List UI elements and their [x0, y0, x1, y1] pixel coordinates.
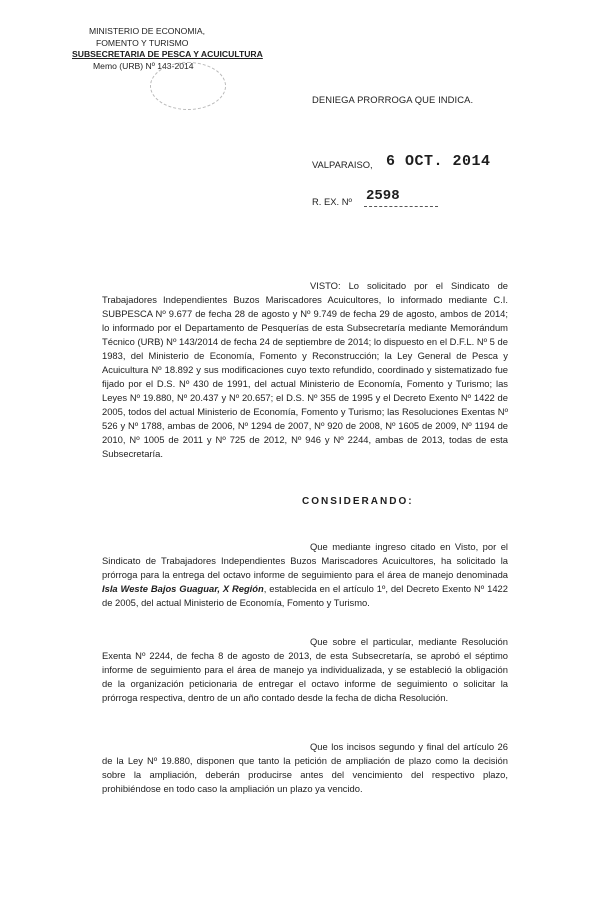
ministry-name-line2: FOMENTO Y TURISMO [96, 37, 189, 48]
considerando-paragraph-2: Que sobre el particular, mediante Resolución Exenta Nº 2244, de fecha 8 de agosto de 2013, de esta Subsecretaría, se aprobó el séptimo informe de seguimiento para el área de manejo ya individualizada, y se estableció la obligación de la organización peticionaria de entregar el octavo informe de seguimiento o solicitar la prórroga respectiva, dentro de un año contado desde la fecha de dicha Resolución. [102, 636, 508, 703]
document-subject: DENIEGA PRORROGA QUE INDICA. [312, 94, 474, 105]
visto-paragraph: VISTO: Lo solicitado por el Sindicato de Trabajadores Independientes Buzos Mariscadores Acuicultores, lo informado mediante C.I. SUBPESCA Nº 9.677 de fecha 28 de agosto y Nº 9.749 de fecha 29 de agosto, ambos de 2014; lo informado por el Departamento de Pesquerías de esta Subsecretaría mediante Memorándum Técnico (URB) Nº 143/2014 de fecha 24 de septiembre de 2014; lo dispuesto en el D.F.L. Nº 5 de 1983, del Ministerio de Economía, Fomento y Reconstrucción; la Ley General de Pesca y Acuicultura Nº 18.892 y sus modificaciones cuyo texto refundido, coordinado y sistematizado fue fijado por el D.S. Nº 430 de 1991, del actual Ministerio de Economía, Fomento y Turismo; las Leyes Nº 19.880, Nº 20.437 y Nº 20.657; el D.S. Nº 355 de 1995 y el Decreto Exento Nº 1422 de 2005, todos del actual Ministerio de Economía, Fomento y Turismo; las Resoluciones Exentas Nº 526 y Nº 1788, ambas de 2006, Nº 1294 de 2007, Nº 920 de 2008, Nº 1605 de 2009, Nº 1194 de 2010, Nº 1005 de 2011 y Nº 725 de 2012, Nº 946 y Nº 2244, ambas de 2013, todas de esta Subsecretaría. [102, 280, 508, 459]
seal-stamp [150, 62, 226, 110]
resolution-value: 2598 [366, 188, 400, 204]
considerando-heading: CONSIDERANDO: [302, 496, 414, 507]
resolution-label: R. EX. Nº [312, 196, 352, 207]
ministry-name: MINISTERIO DE ECONOMIA, [89, 26, 206, 36]
place-name: VALPARAISO, [312, 159, 373, 170]
resolution-underline [364, 206, 438, 207]
paragraph-text: Que mediante ingreso citado en Visto, por el Sindicato de Trabajadores Independientes Buzos Mariscadores Acuicultores, ha solicitado la prórroga para la entrega del octavo informe de seguimiento para el área de manejo denominada [102, 541, 508, 580]
memo-reference: Memo (URB) Nº 143-2014 [93, 60, 194, 71]
resolution-number [312, 188, 592, 212]
subsecretaria-name: SUBSECRETARIA DE PESCA Y ACUICULTURA [72, 49, 263, 60]
considerando-paragraph-1 [102, 540, 508, 610]
paragraph-text: , establecida en el artículo 1º, del Decreto Exento Nº 1422 de 2005, del actual Ministerio de Economía, Fomento y Turismo. [102, 583, 508, 608]
date-stamp: 6 OCT. 2014 [386, 153, 491, 170]
considerando-paragraph-3: Que los incisos segundo y final del artículo 26 de la Ley Nº 19.880, disponen que tanto la petición de ampliación de plazo como la decisión sobre la ampliación, deberán producirse antes del vencimiento del respectivo plazo, prohibiéndose en todo caso la ampliación un plazo ya vencido. [102, 741, 508, 794]
dateline [312, 153, 592, 177]
area-name: Isla Weste Bajos Guaguar, X Región [102, 583, 264, 594]
